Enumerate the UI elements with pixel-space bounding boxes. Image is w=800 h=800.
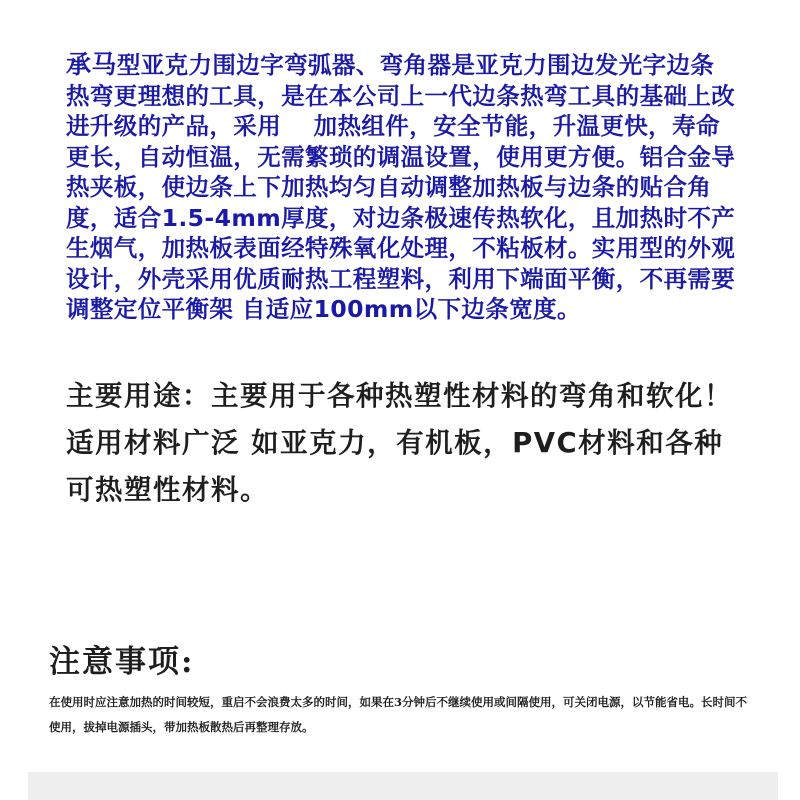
footer-divider-bar: [28, 772, 778, 800]
notice-title: 注意事项:: [49, 644, 195, 680]
notice-body: 在使用时应注意加热的时间较短，重启不会浪费太多的时间，如果在3分钟后不继续使用或间隔使用，可关闭电源，以节能省电。长时间不使用，拔掉电源插头，带加热板散热后再整理存放。: [49, 695, 747, 734]
usage-section: [66, 373, 746, 514]
product-description-text: 型亚克力围边字弯弧器、弯角器是亚克力围边发光字边条热弯更理想的工具，是在本公司上一代边条热弯工具的基础上改进升级的产品，采用 加热组件，安全节能，升温更快，寿命更长，自动恒温，无需繁琐的调温设置，使用更方便。铝合金导热夹板，使边条上下加热均匀自动调整加热板与边条的贴合角度，适合1.5-4mm厚度，对边条极速传热软化，且加热时不产生烟气，加热板表面经特殊氧化处理，不粘板材。实用型的外观设计，外壳采用优质耐热工程塑料，利用下端面平衡，不再需要调整定位平衡架 自适应100mm以下边条宽度。: [66, 51, 736, 323]
brand-name: 承马: [66, 50, 117, 79]
usage-materials: 适用材料广泛 如亚克力，有机板，PVC材料和各种可热塑性材料。: [66, 427, 724, 506]
usage-purpose: 主要用途：主要用于各种热塑性材料的弯角和软化！: [66, 380, 733, 412]
product-description: [66, 50, 736, 325]
